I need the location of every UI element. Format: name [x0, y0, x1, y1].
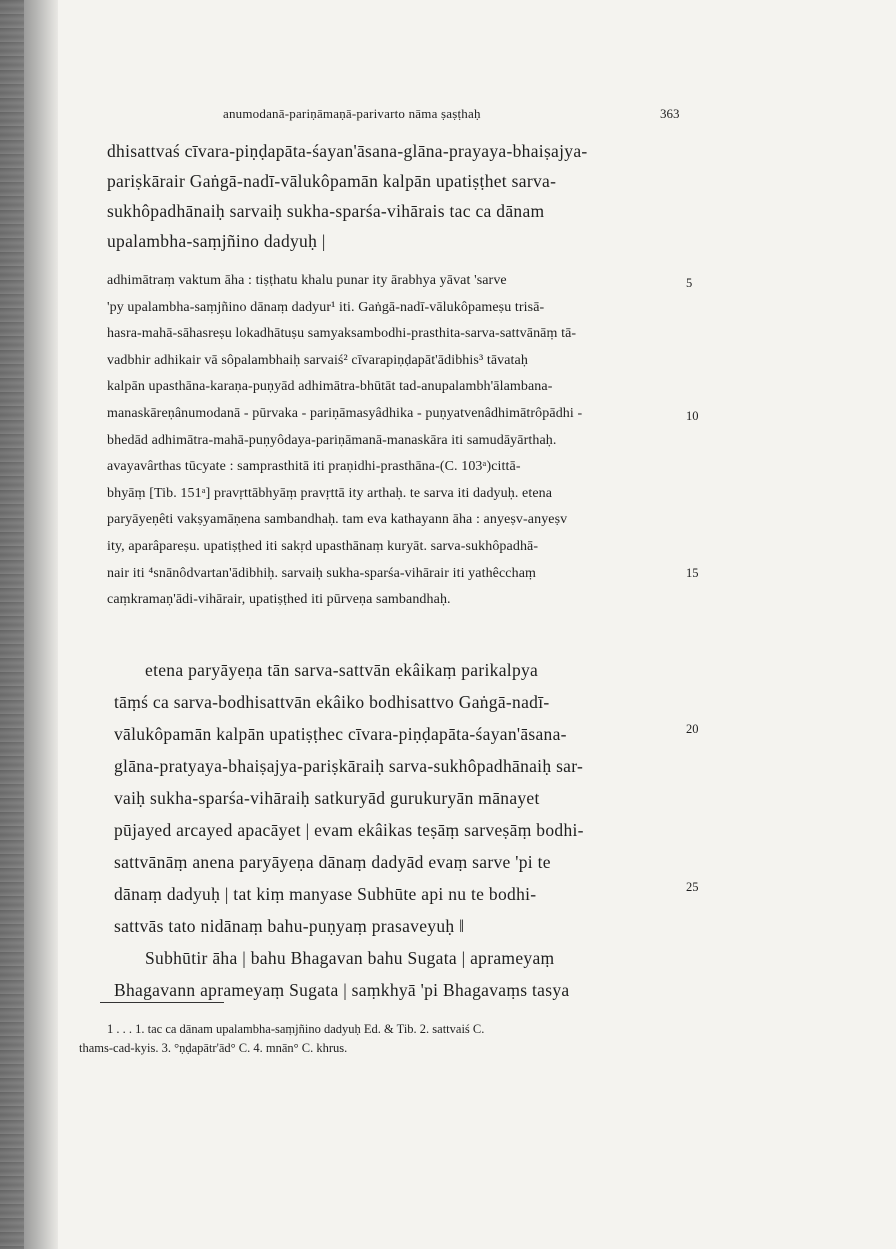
verse-line: dhisattvaś cīvara-piṇḍapāta-śayan'āsana-glāna-prayaya-bhaiṣajya- [107, 141, 588, 161]
main-text-line: sattvānāṃ anena paryāyeṇa dānaṃ dadyād evaṃ sarve 'pi te [114, 852, 551, 872]
main-text-block [114, 654, 584, 1006]
verse-line: sukhôpadhānaiḥ sarvaiḥ sukha-sparśa-vihārais tac ca dānam [107, 201, 545, 221]
commentary-line: avayavârthas tūcyate : samprasthitā iti praṇidhi-prasthāna-(C. 103ᵃ)cittā- [107, 459, 521, 475]
footnote-line: thams-cad-kyis. 3. °ṇḍapātr'ād° C. 4. mnān° C. khrus. [79, 1041, 348, 1055]
main-text-line: tāṃś ca sarva-bodhisattvān ekâiko bodhisattvo Gaṅgā-nadī- [114, 692, 550, 712]
line-number-25: 25 [686, 880, 699, 894]
main-text-line: etena paryāyeṇa tān sarva-sattvān ekâikaṃ parikalpya [145, 660, 539, 680]
commentary-line: adhimātraṃ vaktum āha : tiṣṭhatu khalu punar ity ārabhya yāvat 'sarve [107, 273, 507, 288]
line-number-10: 10 [686, 409, 699, 423]
commentary-line: vadbhir adhikair vā sôpalambhaiḥ sarvaiś² cīvarapiṇḍapāt'ādibhis³ tāvataḥ [107, 352, 528, 368]
footnote-line: 1 . . . 1. tac ca dānam upalambha-saṃjñino dadyuḥ Ed. & Tib. 2. sattvaiś C. [107, 1022, 485, 1036]
commentary-line: bhyāṃ [Tib. 151ᵃ] pravṛttābhyāṃ pravṛttā ity arthaḥ. te sarva iti dadyuḥ. etena [107, 485, 553, 501]
commentary-line: 'py upalambha-saṃjñino dānaṃ dadyur¹ iti. Gaṅgā-nadī-vālukôpameṣu trisā- [107, 299, 545, 315]
footnotes [79, 1020, 485, 1058]
main-text-line: sattvās tato nidānaṃ bahu-puṇyaṃ prasaveyuḥ ‖ [114, 916, 465, 936]
verse-block [107, 136, 588, 256]
footnote-rule [100, 1002, 224, 1003]
main-text-line: dānaṃ dadyuḥ | tat kiṃ manyase Subhūte api nu te bodhi- [114, 884, 537, 904]
main-text-line: Bhagavann aprameyaṃ Sugata | saṃkhyā 'pi Bhagavaṃs tasya [114, 980, 570, 1000]
page-number: 363 [660, 106, 680, 121]
commentary-line: manaskāreṇânumodanā - pūrvaka - pariṇāmasyâdhika - puṇyatvenâdhimātrôpādhi - [107, 405, 583, 421]
commentary-line: ity, aparâpareṣu. upatiṣṭhed iti sakṛd upasthānaṃ kuryāt. sarva-sukhôpadhā- [107, 538, 539, 554]
commentary-line: hasra-mahā-sāhasreṣu lokadhātuṣu samyaksambodhi-prasthita-sarva-sattvānāṃ tā- [107, 326, 577, 342]
verse-line: upalambha-saṃjñino dadyuḥ | [107, 231, 326, 251]
commentary-block [107, 268, 582, 614]
commentary-line: nair iti ⁴snānôdvartan'ādibhiḥ. sarvaiḥ sukha-sparśa-vihārair iti yathêcchaṃ [107, 565, 537, 581]
commentary-line: paryāyeṇêti vakṣyamāṇena sambandhaḥ. tam eva kathayann āha : anyeṣv-anyeṣv [107, 512, 568, 528]
main-text-line: vālukôpamān kalpān upatiṣṭhec cīvara-piṇḍapāta-śayan'āsana- [114, 724, 567, 744]
main-text-line: pūjayed arcayed apacāyet | evam ekâikas teṣāṃ sarveṣāṃ bodhi- [114, 820, 584, 840]
main-text-line: glāna-pratyaya-bhaiṣajya-pariṣkāraiḥ sarva-sukhôpadhānaiḥ sar- [114, 756, 584, 776]
commentary-line: bhedād adhimātra-mahā-puṇyôdaya-pariṇāmanā-manaskāra iti samudāyārthaḥ. [107, 432, 557, 448]
running-head: anumodanā-pariṇāmaṇā-parivarto nāma ṣaṣṭhaḥ [223, 106, 481, 121]
line-number-20: 20 [686, 722, 699, 736]
line-number-5: 5 [686, 276, 693, 290]
main-text-line: Subhūtir āha | bahu Bhagavan bahu Sugata | aprameyaṃ [145, 948, 555, 968]
main-text-line: vaiḥ sukha-sparśa-vihāraiḥ satkuryād gurukuryān mānayet [114, 788, 540, 808]
line-number-15: 15 [686, 566, 699, 580]
verse-line: pariṣkārair Gaṅgā-nadī-vālukôpamān kalpān upatiṣṭhet sarva- [107, 171, 557, 191]
commentary-line: kalpān upasthāna-karaṇa-puṇyād adhimātra-bhūtāt tad-anupalambh'ālambana- [107, 379, 553, 395]
commentary-line: caṃkramaṇ'ādi-vihārair, upatiṣṭhed iti pūrveṇa sambandhaḥ. [107, 592, 451, 608]
